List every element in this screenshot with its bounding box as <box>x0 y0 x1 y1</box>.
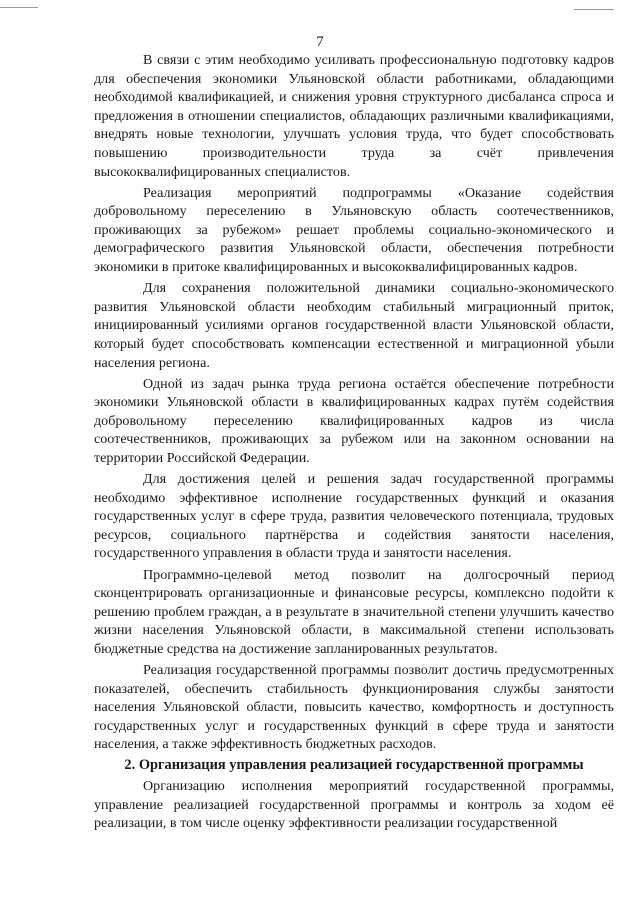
paragraph: Реализация мероприятий подпрограммы «Оказание содействия добровольному переселению в Ульяновскую область соотечественников, проживающих за рубежом» решает проблемы социально-экономического и демографического развития Ульяновской области, обеспечения потребности экономики в притоке квалифицированных и высококвалифицированных кадров. <box>94 184 614 276</box>
scan-mark-top-left <box>0 7 38 8</box>
section-heading: 2. Организация управления реализацией государственной программы <box>124 756 584 773</box>
paragraph: В связи с этим необходимо усиливать профессиональную подготовку кадров для обеспечения экономики Ульяновской области работниками, обладающими необходимой квалификацией, и снижения уровня структурного дисбаланса спроса и предложения в отношении специалистов, обладающих различными квалификациями, внедрять новые технологии, улучшать условия труда, что будет способствовать повышению производительности труда за счёт привлечения высококвалифицированных специалистов. <box>94 52 614 180</box>
paragraph: Реализация государственной программы позволит достичь предусмотренных показателей, обеспечить стабильность функционирования службы занятости населения Ульяновской области, повысить качество, комфортность и доступность государственных услуг и государственных функций в сфере труда и занятости населения, а также эффективность бюджетных расходов. <box>94 662 614 753</box>
page-number: 7 <box>316 34 324 50</box>
document-body <box>94 51 614 835</box>
paragraph: Программно-целевой метод позволит на долгосрочный период сконцентрировать организационные и финансовые ресурсы, комплексно подойти к решению проблем граждан, а в результате в значительной степени улучшить качество жизни населения Ульяновской области, в максимальной степени использовать бюджетные средства на достижение запланированных результатов. <box>94 566 614 657</box>
paragraph: Для достижения целей и решения задач государственной программы необходимо эффективное исполнение государственных функций и оказания государственных услуг в сфере труда, развития человеческого потенциала, трудовых ресурсов, социального партнёрства и содействия занятости населения, государственного управления в области труда и занятости населения. <box>94 471 614 562</box>
paragraph: Одной из задач рынка труда региона остаётся обеспечение потребности экономики Ульяновской области в квалифицированных кадрах путём содействия добровольному переселению квалифицированных кадров из числа соотечественников, проживающих за рубежом или на законном основании на территории Российской Федерации. <box>94 375 614 466</box>
scan-mark-top-right <box>574 9 614 10</box>
paragraph: Для сохранения положительной динамики социально-экономического развития Ульяновской области необходим стабильный миграционный приток, инициированный усилиями органов государственной власти Ульяновской области, который будет способствовать компенсации естественной и миграционной убыли населения региона. <box>94 280 614 371</box>
paragraph: Организацию исполнения мероприятий государственной программы, управление реализацией государственной программы и контроль за ходом её реализации, в том числе оценку эффективности реализации государственной <box>94 778 614 832</box>
